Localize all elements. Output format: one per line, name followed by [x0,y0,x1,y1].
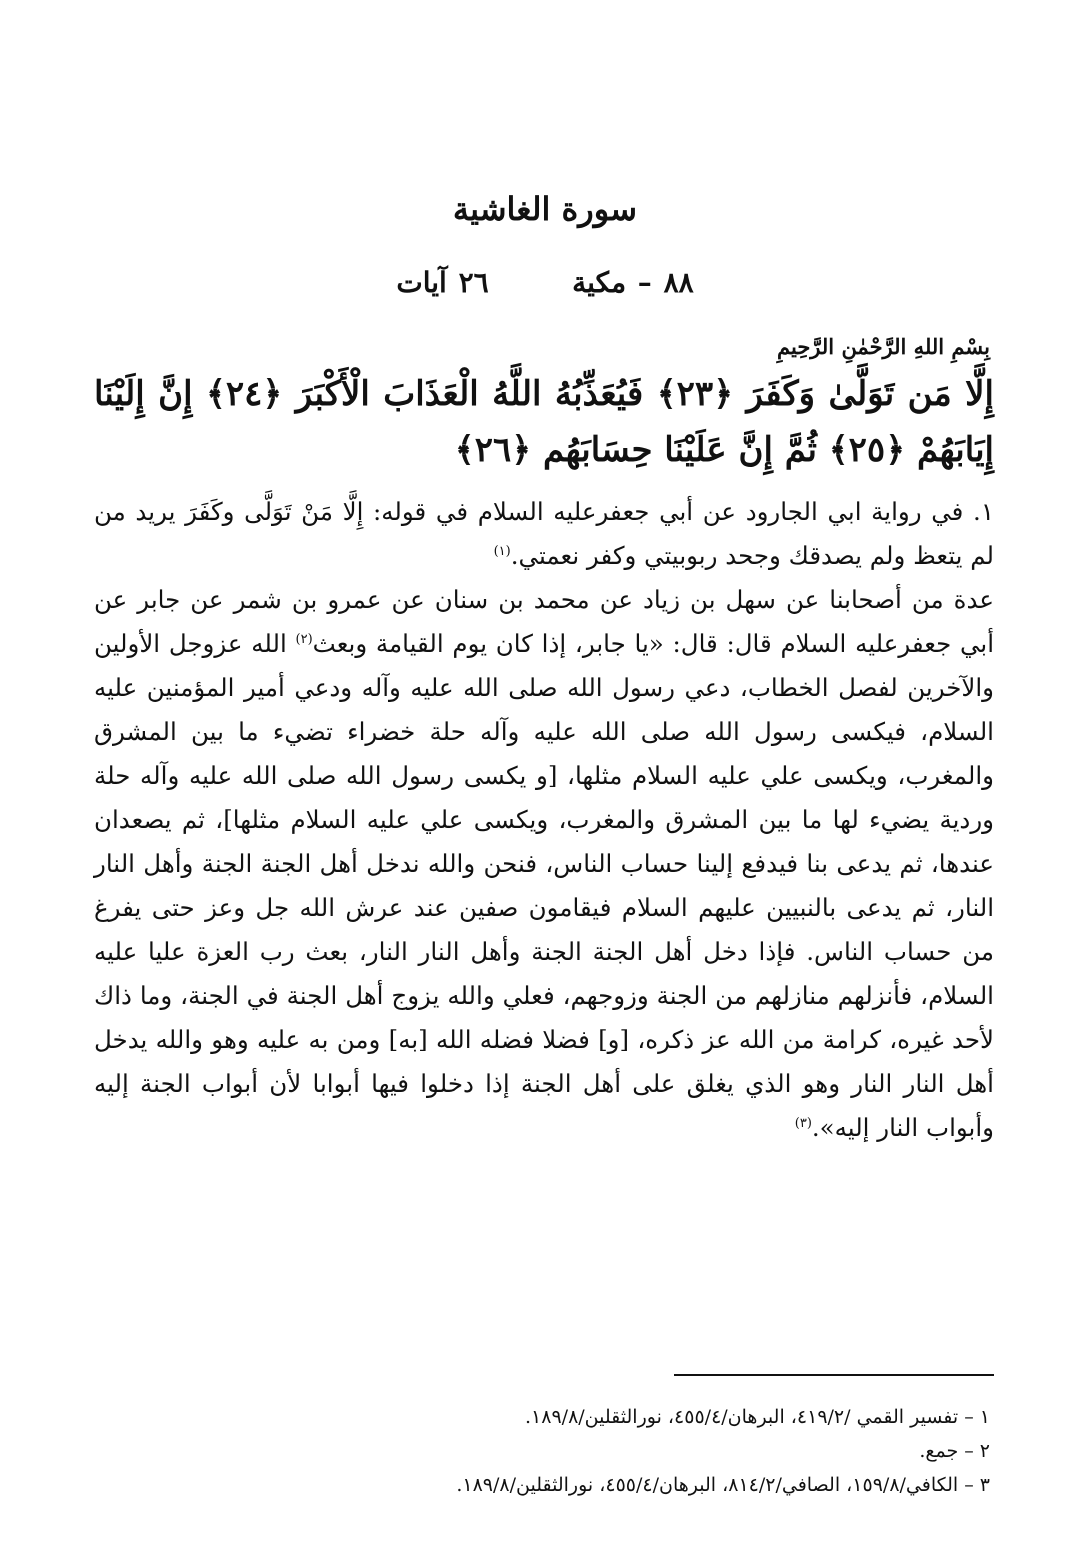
commentary-body [94,490,994,1150]
surah-number-type: ٨٨ – مكية [572,266,694,299]
footnote-ref-2: (٢) [295,631,313,647]
commentary-paragraph-2 [94,578,994,1150]
footnote-ref-1: (١) [493,543,511,559]
footnote-3: ٣ – الكافي/١٥٩/٨، الصافي/٨١٤/٢، البرهان/٤٥٥/٤، نورالثقلين/١٨٩/٨. [456,1474,990,1496]
footnote-2: ٢ – جمع. [919,1440,990,1462]
surah-title: سورة الغاشية [452,190,638,228]
footnotes [110,1400,990,1502]
footnote-ref-3: (٣) [794,1115,812,1131]
footnote-divider [674,1374,994,1376]
verse-count: ٢٦ آيات [396,266,489,299]
basmala: بِسْمِ اللهِ الرَّحْمٰنِ الرَّحِيمِ [777,334,990,359]
footnote-1: ١ – تفسير القمي /٤١٩/٢، البرهان/٤٥٥/٤، نورالثقلين/١٨٩/٨. [525,1406,990,1428]
surah-subtitle [0,266,1090,299]
paragraph-2-text-b: الله عزوجل الأولين والآخرين لفصل الخطاب، دعي رسول الله صلى الله عليه وآله ودعي أمير المؤمنين عليه السلام، فيكسى رسول الله صلى الله عليه وآله حلة خضراء تضيء ما بين المشرق والمغرب، ويكسى علي عليه السلام مثلها، [و يكسى رسول الله صلى الله عليه وآله حلة وردية يضيء لها ما بين المشرق والمغرب، ويكسى علي عليه السلام مثلها]، ثم يصعدان عندها، ثم يدعى بنا فيدفع إلينا حساب الناس، فنحن والله ندخل أهل الجنة الجنة وأهل النار النار، ثم يدعى بالنبيين عليهم السلام فيقامون صفين عند عرش الله جل وعز حتى يفرغ من حساب الناس. فإذا دخل أهل الجنة الجنة وأهل النار النار، بعث رب العزة عليا عليه السلام، فأنزلهم منازلهم من الجنة وزوجهم، فعلي والله يزوج أهل الجنة في الجنة، وما ذاك لأحد غيره، كرامة من الله عز ذكره، [و] فضلا فضله الله [به] ومن به عليه وهو والله يدخل أهل النار النار وهو الذي يغلق على أهل الجنة إذا دخلوا فيها أبوابا لأن أبواب الجنة إليه وأبواب النار إليه». [94,629,994,1142]
paragraph-2-text-a: عدة من أصحابنا عن سهل بن زياد عن محمد بن سنان عن عمرو بن شمر عن جابر عن أبي جعفرعليه السلام قال: قال: «يا جابر، إذا كان يوم القيامة وبعث [94,585,995,658]
paragraph-1-text: ١. في رواية ابي الجارود عن أبي جعفرعليه السلام في قوله: إِلَّا مَنْ تَوَلَّى وكَفَرَ يريد من لم يتعظ ولم يصدقك وجحد ربوبيتي وكفر نعمتي. [94,497,994,570]
quran-verses: إِلَّا مَن تَوَلَّىٰ وَكَفَرَ ﴿٢٣﴾ فَيُعَذِّبُهُ اللَّهُ الْعَذَابَ الْأَكْبَرَ ﴿٢٤﴾ إِنَّ إِلَيْنَا إِيَابَهُمْ ﴿٢٥﴾ ثُمَّ إِنَّ عَلَيْنَا حِسَابَهُم ﴿٢٦﴾ [94,374,995,470]
commentary-paragraph-1 [94,490,994,578]
